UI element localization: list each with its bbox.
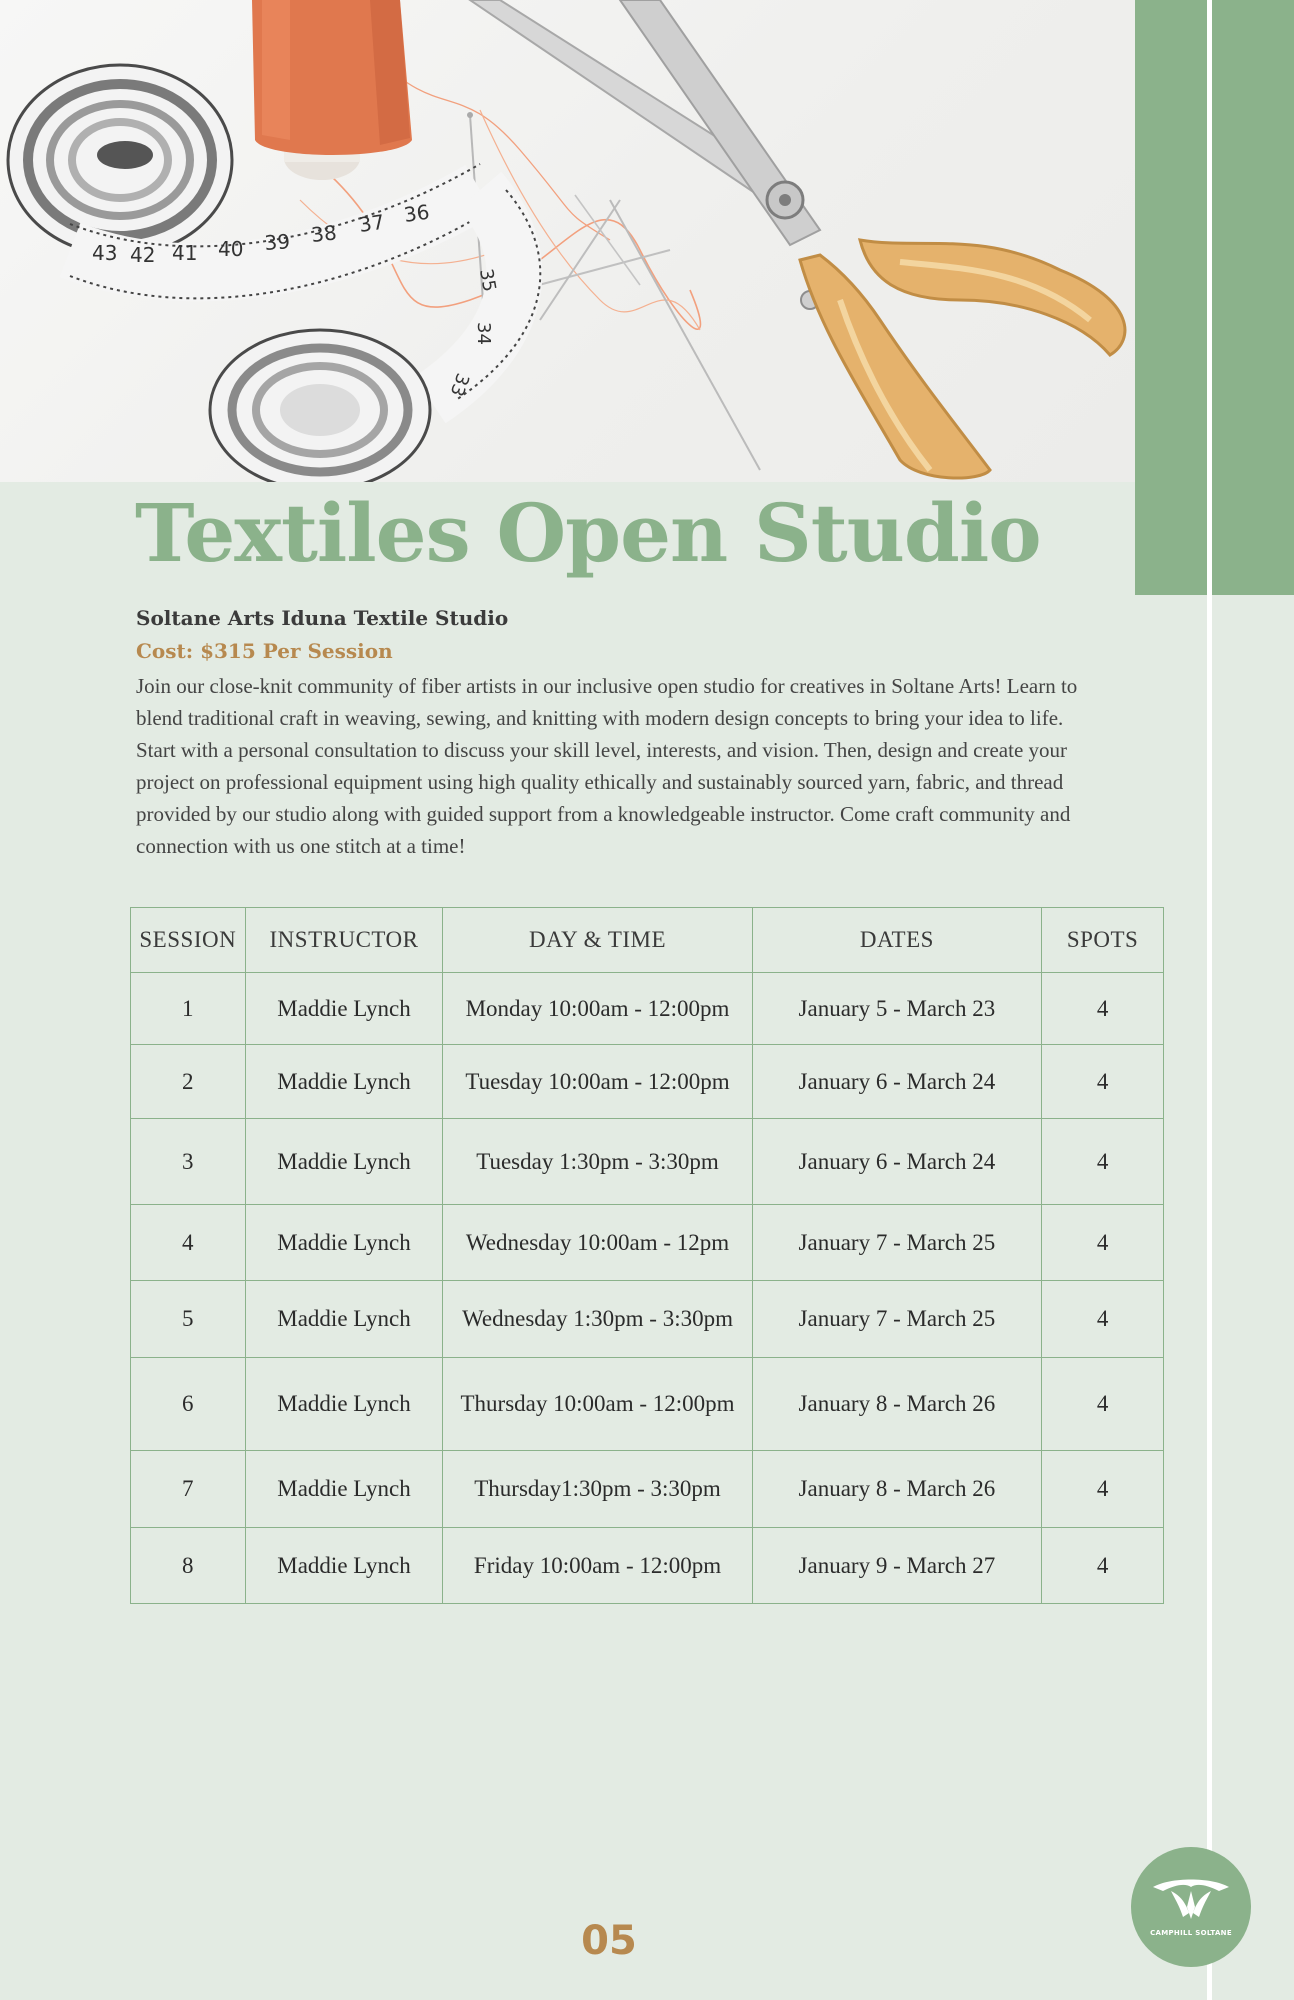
- camphill-soltane-logo: [1131, 1847, 1251, 1967]
- svg-text:38: 38: [310, 220, 338, 247]
- cell-instructor: Maddie Lynch: [245, 1281, 443, 1358]
- cell-day-time: Monday 10:00am - 12:00pm: [443, 973, 752, 1045]
- cell-spots: 4: [1042, 1358, 1164, 1451]
- cell-session: 2: [131, 1045, 246, 1119]
- cell-dates: January 8 - March 26: [752, 1451, 1042, 1528]
- logo-text: CAMPHILL SOLTANE: [1150, 1929, 1232, 1937]
- cell-day-time: Thursday 10:00am - 12:00pm: [443, 1358, 752, 1451]
- cell-instructor: Maddie Lynch: [245, 1205, 443, 1281]
- page-number: 05: [581, 1918, 637, 1964]
- cell-spots: 4: [1042, 1451, 1164, 1528]
- cell-dates: January 6 - March 24: [752, 1045, 1042, 1119]
- scissors: [470, 0, 1125, 478]
- header-instructor: INSTRUCTOR: [245, 908, 443, 973]
- accent-bar-left: [1135, 0, 1207, 595]
- table-row: [131, 1528, 1164, 1604]
- cell-instructor: Maddie Lynch: [245, 1119, 443, 1205]
- cell-day-time: Friday 10:00am - 12:00pm: [443, 1528, 752, 1604]
- svg-text:33: 33: [445, 370, 474, 399]
- cell-instructor: Maddie Lynch: [245, 1451, 443, 1528]
- table-row: [131, 1281, 1164, 1358]
- description: Join our close-knit community of fiber artists in our inclusive open studio for creatives in Soltane Arts! Learn to blend traditional craft in weaving, sewing, and knitting with modern design concepts to bring your idea to life. Start with a personal consultation to discuss your skill level, interests, and vision. Then, design and create your project on professional equipment using high quality ethically and sustainably sourced yarn, fabric, and thread provided by our studio along with guided support from a knowledgeable instructor. Come craft community and connection with us one stitch at a time!: [136, 674, 1078, 858]
- cell-session: 6: [131, 1358, 246, 1451]
- cell-session: 8: [131, 1528, 246, 1604]
- divider-line: [1207, 0, 1212, 2000]
- sewing-tools-illustration: [0, 0, 1135, 482]
- cell-spots: 4: [1042, 1281, 1164, 1358]
- svg-text:39: 39: [263, 229, 291, 255]
- cell-session: 5: [131, 1281, 246, 1358]
- hero-photo: [0, 0, 1135, 482]
- cost-label: Cost: $315 Per Session: [136, 639, 393, 663]
- venue-name: Soltane Arts Iduna Textile Studio: [136, 606, 509, 630]
- cell-instructor: Maddie Lynch: [245, 973, 443, 1045]
- logo-mark-icon: [1131, 1847, 1251, 1967]
- cell-spots: 4: [1042, 973, 1164, 1045]
- cell-dates: January 8 - March 26: [752, 1358, 1042, 1451]
- cell-day-time: Wednesday 10:00am - 12pm: [443, 1205, 752, 1281]
- table-row: [131, 1358, 1164, 1451]
- table-row: [131, 1451, 1164, 1528]
- cell-spots: 4: [1042, 1528, 1164, 1604]
- cell-spots: 4: [1042, 1205, 1164, 1281]
- schedule-table: [130, 907, 1164, 1604]
- cell-session: 7: [131, 1451, 246, 1528]
- cell-session: 3: [131, 1119, 246, 1205]
- cell-dates: January 9 - March 27: [752, 1528, 1042, 1604]
- header-spots: SPOTS: [1042, 908, 1164, 973]
- cell-dates: January 6 - March 24: [752, 1119, 1042, 1205]
- table-row: [131, 1205, 1164, 1281]
- cell-day-time: Thursday1:30pm - 3:30pm: [443, 1451, 752, 1528]
- svg-text:36: 36: [402, 199, 431, 227]
- cell-day-time: Tuesday 1:30pm - 3:30pm: [443, 1119, 752, 1205]
- svg-text:43: 43: [92, 241, 118, 265]
- cell-instructor: Maddie Lynch: [245, 1528, 443, 1604]
- table-row: [131, 973, 1164, 1045]
- cell-dates: January 5 - March 23: [752, 973, 1042, 1045]
- cell-instructor: Maddie Lynch: [245, 1045, 443, 1119]
- header-session: SESSION: [131, 908, 246, 973]
- svg-text:40: 40: [218, 237, 244, 261]
- cell-dates: January 7 - March 25: [752, 1205, 1042, 1281]
- cell-spots: 4: [1042, 1119, 1164, 1205]
- table-row: [131, 1119, 1164, 1205]
- table-row: [131, 1045, 1164, 1119]
- svg-text:37: 37: [357, 209, 386, 237]
- svg-text:34: 34: [473, 322, 494, 345]
- accent-bar-right: [1212, 0, 1294, 595]
- svg-text:35: 35: [475, 267, 500, 294]
- thread-spool: [252, 0, 412, 180]
- page-title: Textiles Open Studio: [135, 486, 1041, 580]
- cell-day-time: Wednesday 1:30pm - 3:30pm: [443, 1281, 752, 1358]
- table-header-row: [131, 908, 1164, 973]
- cell-instructor: Maddie Lynch: [245, 1358, 443, 1451]
- svg-text:41: 41: [172, 241, 198, 265]
- header-day-time: DAY & TIME: [443, 908, 752, 973]
- cell-session: 4: [131, 1205, 246, 1281]
- svg-text:42: 42: [130, 243, 156, 267]
- header-dates: DATES: [752, 908, 1042, 973]
- cell-spots: 4: [1042, 1045, 1164, 1119]
- cell-dates: January 7 - March 25: [752, 1281, 1042, 1358]
- cell-day-time: Tuesday 10:00am - 12:00pm: [443, 1045, 752, 1119]
- cell-session: 1: [131, 973, 246, 1045]
